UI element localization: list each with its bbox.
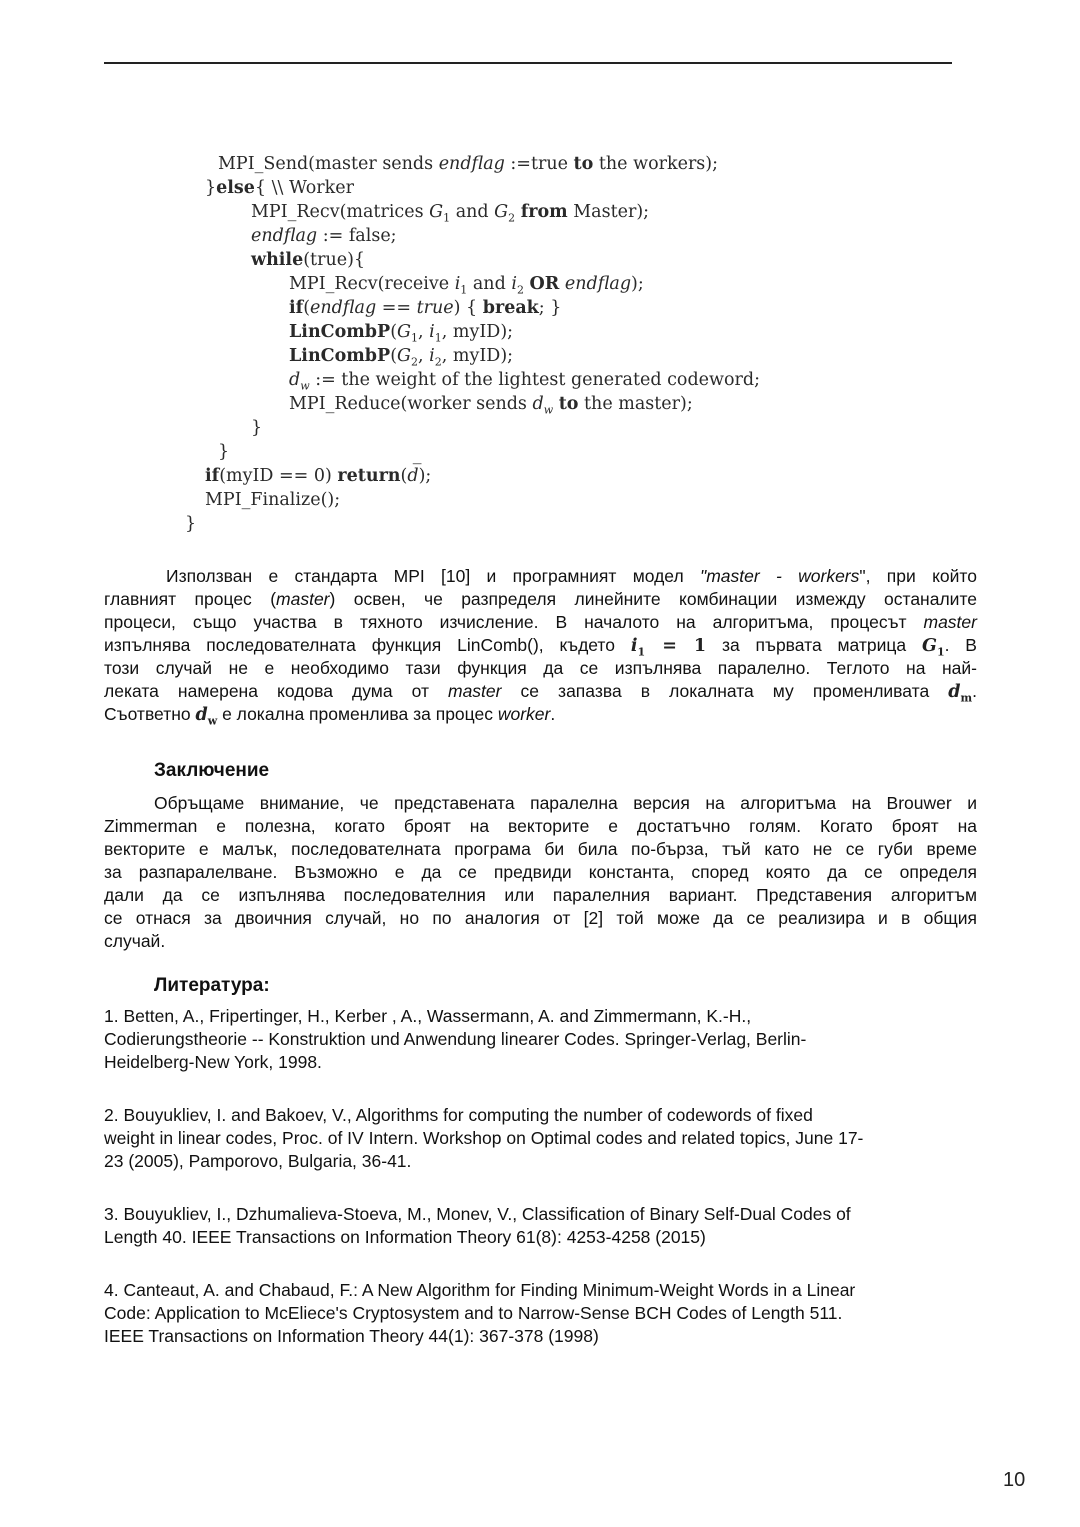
text-line: Обръщаме внимание, че представената паралелна версия на алгоритъма на Brouwer и xyxy=(154,793,977,813)
ref-line: 3. Bouyukliev, I., Dzhumalieva-Stoeva, M., Monev, V., Classification of Binary Self-Dual Codes of xyxy=(104,1204,851,1224)
ref-line: Codierungstheorie -- Konstruktion und Anwendung linearer Codes. Springer-Verlag, Berlin- xyxy=(104,1029,807,1049)
algo-line: MPI_Reduce(worker sends $d_w$ to the master); xyxy=(289,394,693,417)
text-line: дали да се изпълнява последователния или паралелния вариант. Представения алгоритъм xyxy=(104,885,977,905)
algo-line: endflag := false; xyxy=(251,226,397,246)
ref-line: IEEE Transactions on Information Theory 44(1): 367-378 (1998) xyxy=(104,1326,599,1346)
algo-line: while(true){ xyxy=(251,250,366,270)
ref-line: 2. Bouyukliev, I. and Bakoev, V., Algorithms for computing the number of codewords of fixed xyxy=(104,1105,813,1125)
text-line: Използван е стандарта MPI [10] и програмният модел "master - workers", при който xyxy=(166,566,977,586)
algo-line: $d_w$ := the weight of the lightest generated codeword; xyxy=(289,370,760,393)
algo-line: if(endflag == true) { break; } xyxy=(289,298,562,318)
ref-line: 1. Betten, A., Fripertinger, H., Kerber , A., Wassermann, A. and Zimmermann, K.-H., xyxy=(104,1006,752,1026)
algo-line: MPI_Send(master sends endflag :=true to the workers); xyxy=(218,154,719,174)
reference-4 xyxy=(104,1279,984,1348)
text-line: се отнася за двоичния случай, но по аналогия от [2] той може да се реализира и в общия xyxy=(104,908,977,928)
text-line: леката намерена кодова дума от master се запазва в локалната му променливата $d_m$. xyxy=(104,681,977,705)
ref-line: weight in linear codes, Proc. of IV Intern. Workshop on Optimal codes and related topics, June 17- xyxy=(104,1128,864,1148)
ref-line: Heidelberg-New York, 1998. xyxy=(104,1052,322,1072)
text-line: Съответно $d_w$ е локална променлива за процес worker. xyxy=(104,704,556,728)
reference-3 xyxy=(104,1203,984,1249)
algorithm-listing xyxy=(185,152,885,536)
ref-line: 4. Canteaut, A. and Chabaud, F.: A New Algorithm for Finding Minimum-Weight Words in a Linear xyxy=(104,1280,856,1300)
header-rule xyxy=(104,62,952,64)
paragraph-mpi xyxy=(104,565,977,726)
ref-line: Code: Application to McEliece's Cryptosystem and to Narrow-Sense BCH Codes of Length 511. xyxy=(104,1303,843,1323)
algo-line: } xyxy=(185,514,197,534)
algo-line: $LinCombP(G_1$, $i_1$, myID); xyxy=(289,322,514,345)
text-line: главният процес (master) освен, че разпределя линейните комбинации измежду останалите xyxy=(104,589,977,609)
text-line: процеси, също участва в тяхното изчисление. В началото на алгоритъма, процесът master xyxy=(104,612,977,632)
text-line: векторите е малък, последователната програма би била по-бърза, тъй като не се губи време xyxy=(104,839,977,859)
ref-line: 23 (2005), Pamporovo, Bulgaria, 36-41. xyxy=(104,1151,412,1171)
algo-line: MPI_Recv(matrices $G_1$ and $G_2$ from Master); xyxy=(251,202,650,225)
ref-line: Length 40. IEEE Transactions on Information Theory 61(8): 4253-4258 (2015) xyxy=(104,1227,706,1247)
algo-line: }else{ \\ Worker xyxy=(205,178,355,198)
algo-line: } xyxy=(218,442,230,462)
text-line: този случай не е необходимо тази функция да се изпълнява паралелно. Теглото на най- xyxy=(104,658,977,678)
text-line: случай. xyxy=(104,931,166,951)
algo-line: } xyxy=(251,418,263,438)
heading-conclusion: Заключение xyxy=(154,760,270,781)
algo-line: $LinCombP(G_2$, $i_2$, myID); xyxy=(289,346,514,369)
text-line: Zimmerman е полезна, когато броят на векторите е достатъчно голям. Когато броят на xyxy=(104,816,977,836)
text-line: за разпаралелване. Възможно е да се предвиди константа, според която да се определя xyxy=(104,862,977,882)
reference-1 xyxy=(104,1005,984,1074)
algo-line: if(myID == 0) return(d̅); xyxy=(205,466,432,486)
text-line: изпълнява последователната функция LinComb(), където $i_1 = 1$ за първата матрица $G_1$. В xyxy=(104,635,977,659)
algo-line: MPI_Recv(receive $i_1$ and $i_2$ OR endflag); xyxy=(289,274,644,297)
heading-references: Литература: xyxy=(154,975,270,996)
reference-2 xyxy=(104,1104,984,1173)
paragraph-conclusion xyxy=(104,792,977,953)
page-number: 10 xyxy=(1003,1469,1026,1491)
algo-line: MPI_Finalize(); xyxy=(205,490,341,510)
